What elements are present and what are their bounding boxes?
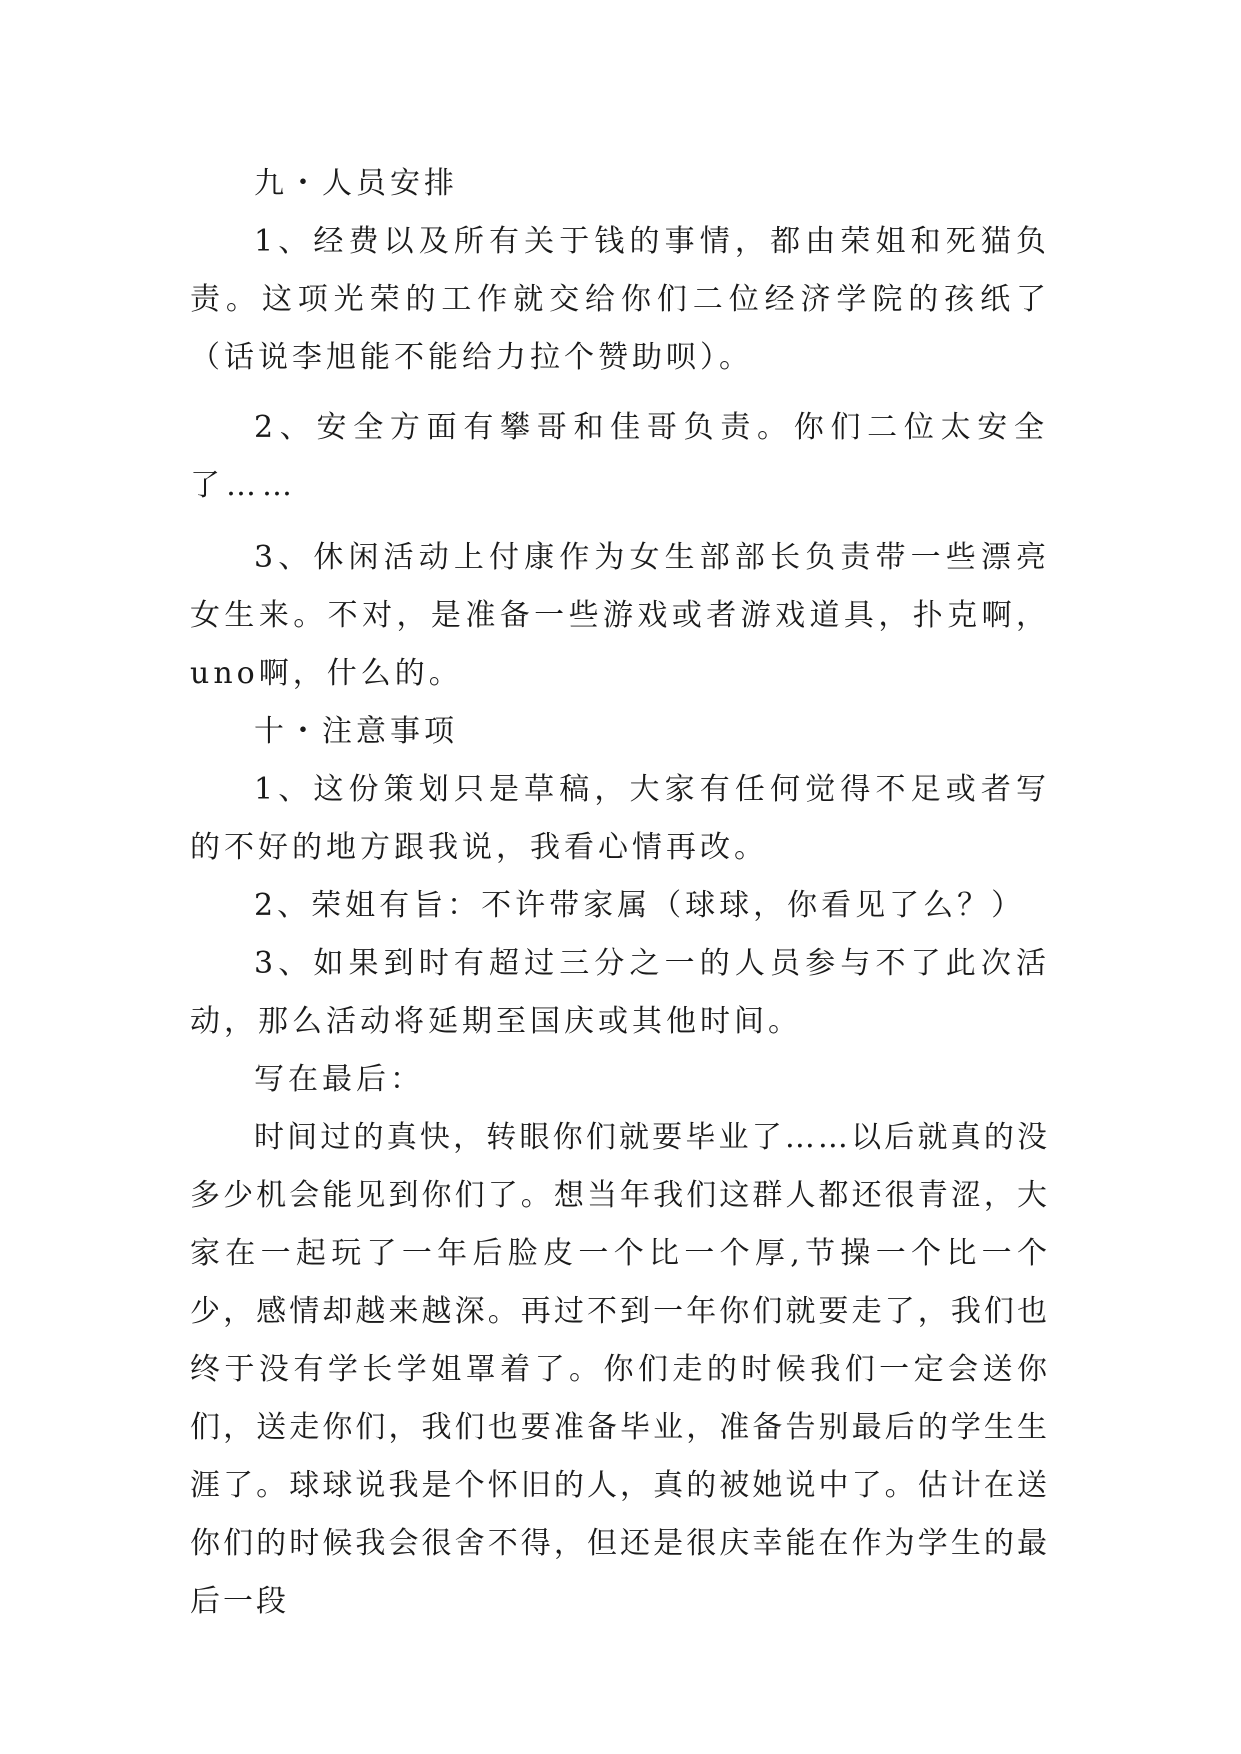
paragraph-9-1: 1、经费以及所有关于钱的事情，都由荣姐和死猫负责。这项光荣的工作就交给你们二位经济学院的孩纸了（话说李旭能不能给力拉个赞助呗）。 xyxy=(190,224,1050,375)
paragraph-9-2: 2、安全方面有攀哥和佳哥负责。你们二位太安全了…… xyxy=(190,410,1050,503)
paragraph-10-1: 1、这份策划只是草稿，大家有任何觉得不足或者写的不好的地方跟我说，我看心情再改。 xyxy=(190,772,1050,865)
document-body xyxy=(190,155,1050,1631)
paragraph-9-3: 3、休闲活动上付康作为女生部部长负责带一些漂亮女生来。不对，是准备一些游戏或者游戏道具，扑克啊，uno啊，什么的。 xyxy=(190,540,1050,691)
closing-paragraph: 时间过的真快，转眼你们就要毕业了……以后就真的没多少机会能见到你们了。想当年我们这群人都还很青涩，大家在一起玩了一年后脸皮一个比一个厚,节操一个比一个少，感情却越来越深。再过不到一年你们就要走了，我们也终于没有学长学姐罩着了。你们走的时候我们一定会送你们，送走你们，我们也要准备毕业，准备告别最后的学生生涯了。球球说我是个怀旧的人，真的被她说中了。估计在送你们的时候我会很舍不得，但还是很庆幸能在作为学生的最后一段 xyxy=(190,1120,1050,1619)
paragraph-10-2: 2、荣姐有旨：不许带家属（球球，你看见了么？） xyxy=(254,888,1026,923)
section-heading-10: 十・注意事项 xyxy=(254,714,458,749)
section-heading-9: 九・人员安排 xyxy=(254,166,458,201)
closing-heading: 写在最后： xyxy=(254,1062,424,1097)
paragraph-10-3: 3、如果到时有超过三分之一的人员参与不了此次活动，那么活动将延期至国庆或其他时间。 xyxy=(190,946,1050,1039)
